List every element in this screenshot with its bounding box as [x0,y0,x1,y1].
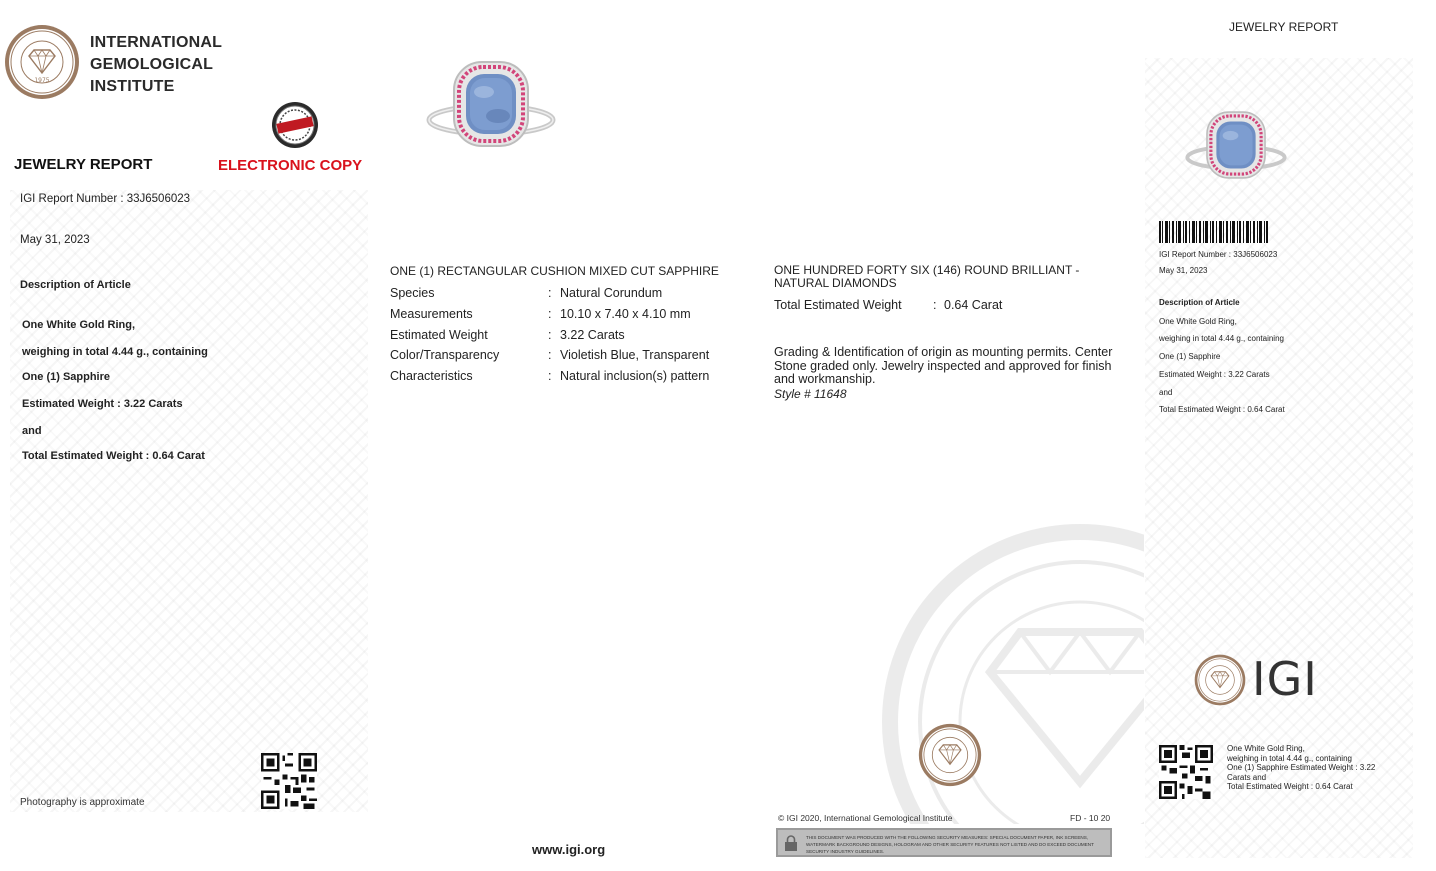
summary-line: One White Gold Ring, [1227,744,1305,753]
center-stone-heading: ONE (1) RECTANGULAR CUSHION MIXED CUT SAPPHIRE [390,264,719,278]
spec-separator: : [548,348,552,362]
spec-separator: : [548,369,552,383]
spec-row-measurements [390,307,750,325]
report-title: JEWELRY REPORT [1229,20,1339,34]
spec-separator: : [548,328,552,342]
diamonds-heading: ONE HUNDRED FORTY SIX (146) ROUND BRILLIANT - NATURAL DIAMONDS [774,263,1080,290]
spec-value: Natural inclusion(s) pattern [560,369,710,383]
spec-row-characteristics [390,369,750,387]
spec-label: Color/Transparency [390,348,500,362]
spec-label: Characteristics [390,369,473,383]
spec-value: 3.22 Carats [560,328,625,342]
spec-label: Measurements [390,307,473,321]
ring-photo-icon [1185,104,1287,186]
igi-brand-logo: IGI [1252,652,1318,706]
ring-photo-icon [426,56,556,152]
qr-code-icon[interactable] [1159,745,1213,799]
org-name-line: INSTITUTE [90,78,175,95]
grading-comments: Grading & Identification of origin as mounting permits. Center Stone graded only. Jewelry inspected and approved for finish and workmanship. [774,345,1113,386]
spec-value: Natural Corundum [560,286,663,300]
lock-icon [784,835,798,851]
report-number: IGI Report Number : 33J6506023 [20,193,191,205]
org-name-line: GEMOLOGICAL [90,56,214,73]
diamonds-weight-row [774,298,1074,316]
description-heading: Description of Article [1159,298,1240,307]
spec-row-species [390,286,750,304]
copyright-text: © IGI 2020, International Gemological Institute [778,813,953,823]
summary-line: weighing in total 4.44 g., containing [1227,753,1352,763]
svg-text:1975: 1975 [34,77,50,84]
summary-line: Total Estimated Weight : 0.64 Carat [1227,782,1353,791]
security-notice: THIS DOCUMENT WAS PRODUCED WITH THE FOLLOWING SECURITY MEASURES: SPECIAL DOCUMENT PAPER, INK SCREENS, WATERMARK BACKGROUND DESIGNS, HOLOGRAM AND OTHER SECURITY FEATURES NOT LISTED AND DO EXCEED DOCUMENT SECURITY INDUSTRY GUIDELINES. [806,835,1094,854]
website-link[interactable]: www.igi.org [532,842,606,857]
description-line: Total Estimated Weight : 0.64 Carat [22,450,205,462]
spec-value: Violetish Blue, Transparent [560,348,710,362]
org-name-line: INTERNATIONAL [90,34,223,51]
description-line: Estimated Weight : 3.22 Carats [22,398,183,410]
diamonds-weight-value: 0.64 Carat [944,298,1003,312]
report-number: IGI Report Number : 33J6506023 [1159,250,1278,259]
spec-label: Species [390,286,435,300]
description-heading: Description of Article [20,279,131,291]
description-line: weighing in total 4.44 g., containing [1159,334,1284,343]
summary-line: Carats and [1227,772,1267,782]
style-number: Style # 11648 [774,387,847,401]
summary-block [1227,744,1397,792]
qr-code-icon[interactable] [261,753,317,809]
description-line: and [22,425,42,437]
description-line: weighing in total 4.44 g., containing [22,346,208,358]
summary-line: One (1) Sapphire Estimated Weight : 3.22 [1227,763,1376,772]
spec-value: 10.10 x 7.40 x 4.10 mm [560,307,691,321]
description-line: Estimated Weight : 3.22 Carats [1159,370,1270,379]
description-line: One White Gold Ring, [22,319,136,331]
spec-separator: : [933,298,937,312]
spec-row-color-transparency [390,348,750,366]
assured-badge-icon [271,101,319,149]
barcode-icon [1159,221,1269,243]
description-line: One (1) Sapphire [1159,352,1221,361]
spec-separator: : [548,307,552,321]
igi-seal-icon [1194,654,1246,706]
description-line: and [1159,388,1173,397]
description-line: One (1) Sapphire [22,371,111,383]
description-line: One White Gold Ring, [1159,317,1237,326]
spec-separator: : [548,286,552,300]
description-line: Total Estimated Weight : 0.64 Carat [1159,405,1285,414]
photography-note: Photography is approximate [20,797,145,808]
report-title: JEWELRY REPORT [14,156,153,173]
igi-seal-icon [4,24,80,100]
form-code: FD - 10 20 [1070,813,1111,823]
security-strip [776,828,1112,857]
spec-row-estimated-weight [390,328,750,346]
diamonds-weight-label: Total Estimated Weight [774,298,902,312]
spec-label: Estimated Weight [390,328,488,342]
report-date: May 31, 2023 [20,234,90,246]
igi-seal-icon [918,723,982,787]
electronic-copy-label: ELECTRONIC COPY [218,157,363,174]
report-date: May 31, 2023 [1159,266,1208,275]
organization-name [90,32,222,98]
